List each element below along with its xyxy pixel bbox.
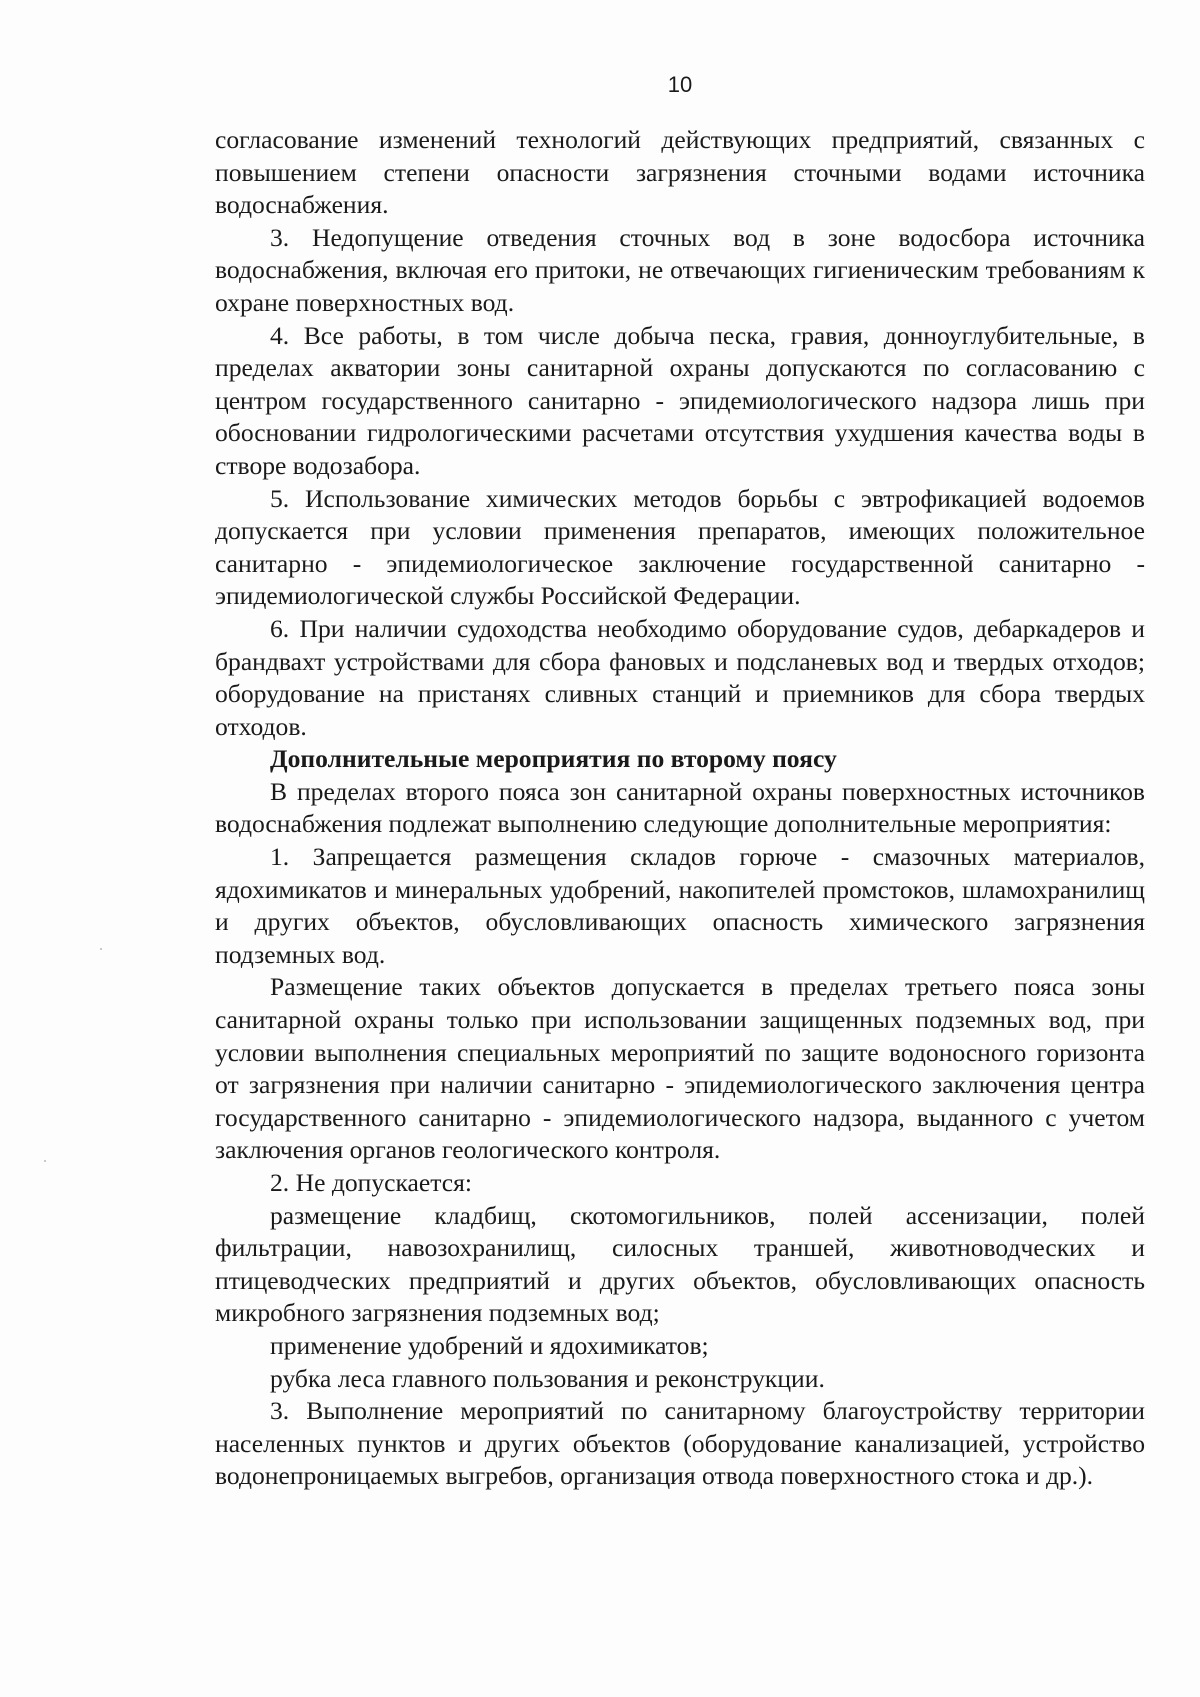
paragraph-measure-1: 1. Запрещается размещения складов горюче - смазочных материалов, ядохимикатов и минеральных удобрений, накопителей промстоков, шламохранилищ и других объектов, обусловливающих опасность химического загрязнения подземных вод. xyxy=(215,842,1145,969)
paragraph-continuation: согласование изменений технологий действующих предприятий, связанных с повышением степени опасности загрязнения сточными водами источника водоснабжения. xyxy=(215,125,1145,220)
paragraph-measure-3: 3. Выполнение мероприятий по санитарному благоустройству территории населенных пунктов и других объектов (оборудование канализацией, устройство водонепроницаемых выгребов, организация отвода поверхностного стока и др.). xyxy=(215,1396,1145,1491)
paragraph-intro: В пределах второго пояса зон санитарной охраны поверхностных источников водоснабжения подлежат выполнению следующие дополнительные мероприятия: xyxy=(215,776,1145,839)
paragraph-prohibited-placement: размещение кладбищ, скотомогильников, полей ассенизации, полей фильтрации, навозохранилищ, силосных траншей, животноводческих и птицеводческих предприятий и других объектов, обусловливающих опасность микробного загрязнения подземных вод; xyxy=(215,1200,1145,1328)
paragraph-item-5: 5. Использование химических методов борьбы с эвтрофикацией водоемов допускается при условии применения препаратов, имеющих положительное санитарно - эпидемиологическое заключение государственной санитарно - эпидемиологической службы Российской Федерации. xyxy=(215,483,1145,611)
paragraph-item-4: 4. Все работы, в том числе добыча песка, гравия, донноуглубительные, в пределах акватории зоны санитарной охраны допускаются по согласованию с центром государственного санитарно - эпидемиологического надзора лишь при обосновании гидрологическими расчетами отсутствия ухудшения качества воды в створе водозабора. xyxy=(215,320,1145,480)
paragraph-placement: Размещение таких объектов допускается в пределах третьего пояса зоны санитарной охраны только при использовании защищенных подземных вод, при условии выполнения специальных мероприятий по защите водоносного горизонта от загрязнения при наличии санитарно - эпидемиологического заключения центра государственного санитарно - эпидемиологического надзора, выданного с учетом заключения органов геологического контроля. xyxy=(215,972,1145,1165)
document-body xyxy=(215,124,1145,1493)
scan-artifact xyxy=(100,948,102,950)
paragraph-item-6: 6. При наличии судоходства необходимо оборудование судов, дебаркадеров и брандвахт устройствами для сбора фановых и подсланевых вод и твердых отходов; оборудование на пристанях сливных станций и приемников для сбора твердых отходов. xyxy=(215,613,1145,741)
scan-artifact xyxy=(44,1160,46,1162)
section-heading: Дополнительные мероприятия по второму поясу xyxy=(270,744,837,774)
paragraph-measure-2: 2. Не допускается: xyxy=(270,1168,473,1197)
paragraph-prohibited-fertilizers: применение удобрений и ядохимикатов; xyxy=(270,1330,709,1360)
page-number: 10 xyxy=(667,72,693,97)
paragraph-item-3: 3. Недопущение отведения сточных вод в зоне водосбора источника водоснабжения, включая его притоки, не отвечающих гигиеническим требованиям к охране поверхностных вод. xyxy=(215,222,1145,317)
paragraph-prohibited-logging: рубка леса главного пользования и реконструкции. xyxy=(270,1363,825,1393)
